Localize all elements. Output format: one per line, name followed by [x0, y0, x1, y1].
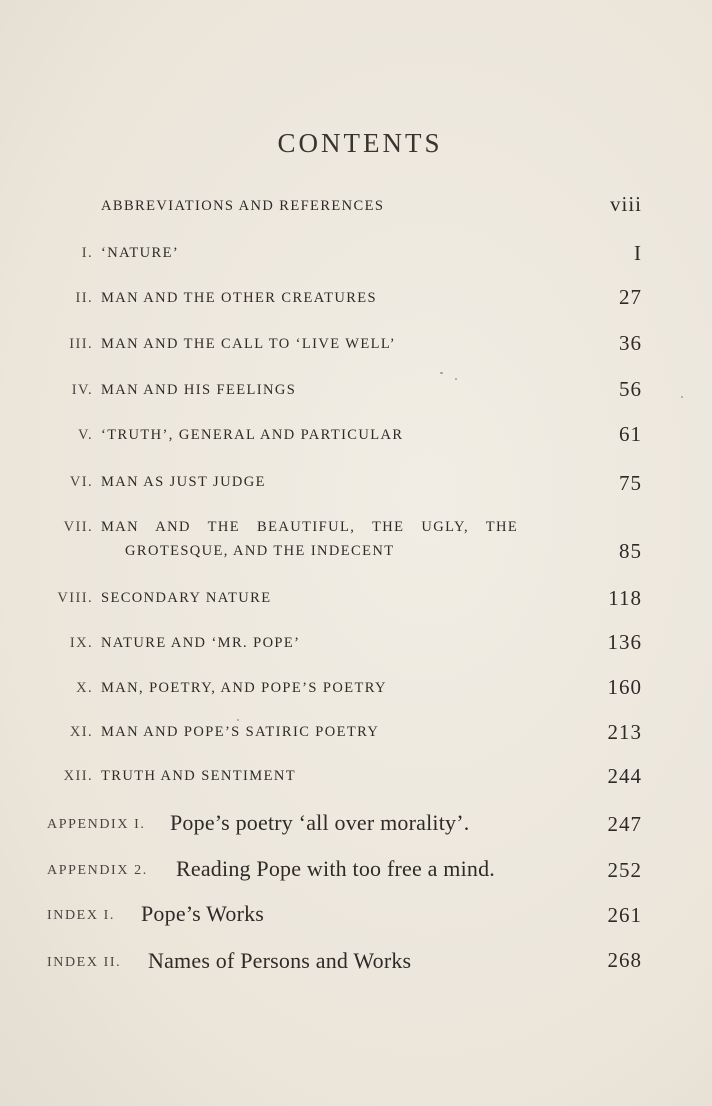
appendix-title: Reading Pope with too free a mind.: [176, 856, 496, 881]
chapter-number: III.: [69, 336, 93, 352]
index-page: 268: [607, 948, 642, 972]
chapter-title: SECONDARY NATURE: [101, 590, 272, 606]
chapter-title: ‘NATURE’: [101, 245, 180, 261]
appendix-title-wrap: [176, 856, 495, 882]
appendix-label: APPENDIX 2.: [47, 863, 148, 878]
index-page: 261: [607, 903, 642, 927]
index-title: Pope’s Works: [141, 901, 265, 926]
chapter-title: NATURE AND ‘MR. POPE’: [101, 635, 301, 651]
chapter-number: XI.: [69, 724, 93, 740]
chapter-title: TRUTH AND SENTIMENT: [101, 768, 296, 784]
chapter-page: 244: [607, 764, 642, 788]
index-title: Names of Persons and Works: [148, 948, 412, 973]
chapter-title: MAN, POETRY, AND POPE’S POETRY: [101, 680, 387, 696]
chapter-title: MAN AND POPE’S SATIRIC POETRY: [101, 724, 380, 740]
index-title-wrap: [148, 948, 411, 974]
appendix-label: APPENDIX I.: [47, 817, 146, 832]
index-title-wrap: [141, 901, 264, 927]
chapter-title: MAN AS JUST JUDGE: [101, 474, 266, 490]
appendix-title: Pope’s poetry ‘all over morality’.: [170, 810, 470, 835]
chapter-number: IV.: [71, 382, 93, 398]
chapter-title: MAN AND THE CALL TO ‘LIVE WELL’: [101, 336, 396, 352]
chapter-number: VII.: [63, 519, 93, 535]
chapter-page: 61: [619, 422, 642, 446]
chapter-title-continued: GROTESQUE, AND THE INDECENT: [125, 543, 395, 559]
chapter-page: 136: [607, 630, 642, 654]
paper-speck: [455, 378, 457, 380]
chapter-page: 118: [608, 586, 642, 610]
chapter-number: II.: [75, 290, 93, 306]
chapter-number: I.: [81, 245, 93, 261]
chapter-number: IX.: [69, 635, 93, 651]
chapter-number: XII.: [63, 768, 93, 784]
toc-entry-page: viii: [609, 192, 642, 216]
index-label: INDEX II.: [47, 955, 122, 970]
chapter-page: 36: [619, 331, 642, 355]
chapter-title: MAN AND HIS FEELINGS: [101, 382, 297, 398]
chapter-page: 27: [619, 285, 642, 309]
chapter-page: I: [634, 241, 642, 265]
chapter-number: VI.: [69, 474, 93, 490]
paper-speck: [440, 372, 443, 374]
chapter-page: 75: [619, 471, 642, 495]
appendix-page: 252: [607, 858, 642, 882]
chapter-number: X.: [76, 680, 93, 696]
chapter-number: V.: [77, 427, 93, 443]
page-title: CONTENTS: [277, 128, 443, 158]
chapter-page: 85: [619, 539, 642, 563]
appendix-title-wrap: [170, 810, 469, 836]
chapter-title: MAN AND THE BEAUTIFUL, THE UGLY, THE: [101, 519, 519, 535]
chapter-page: 160: [607, 675, 642, 699]
paper-speck: [237, 719, 239, 721]
paper-speck: [681, 396, 683, 398]
chapter-title: ‘TRUTH’, GENERAL AND PARTICULAR: [101, 427, 404, 443]
chapter-page: 213: [607, 720, 642, 744]
toc-entry-label: ABBREVIATIONS AND REFERENCES: [101, 198, 385, 214]
chapter-number: VIII.: [57, 590, 93, 606]
appendix-page: 247: [607, 812, 642, 836]
chapter-page: 56: [619, 377, 642, 401]
index-label: INDEX I.: [47, 908, 116, 923]
chapter-title: MAN AND THE OTHER CREATURES: [101, 290, 377, 306]
